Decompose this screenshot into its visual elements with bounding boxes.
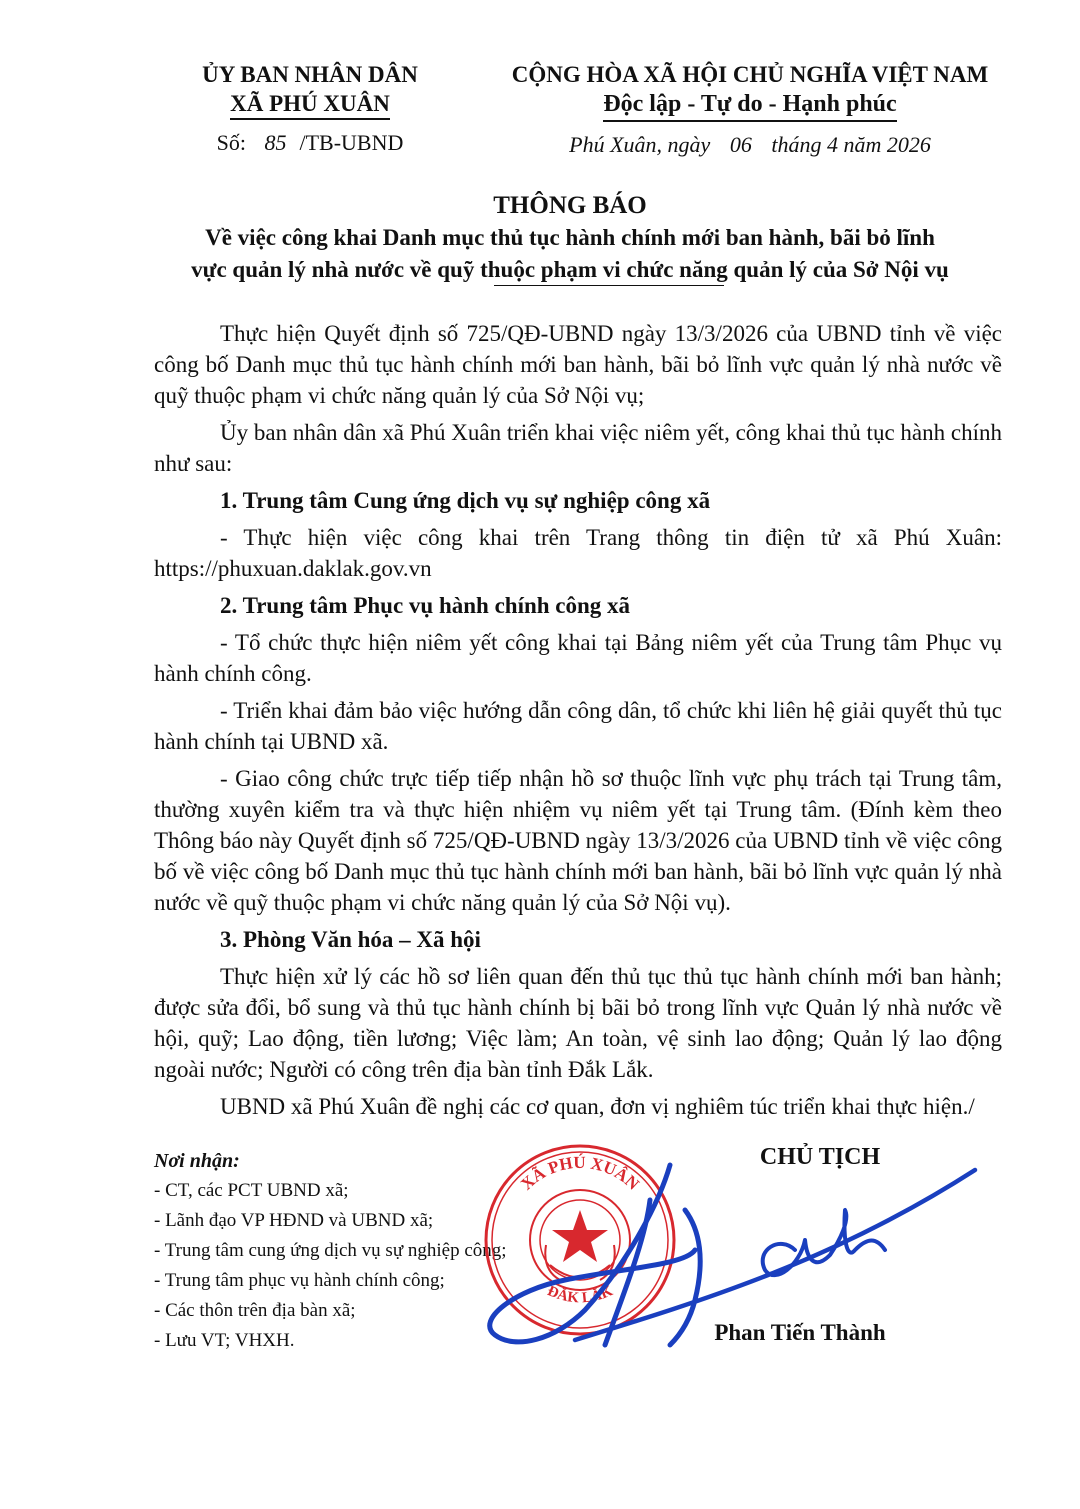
section-heading-2: 2. Trung tâm Phục vụ hành chính công xã	[220, 593, 631, 618]
recipient-item: - Trung tâm phục vụ hành chính công;	[154, 1270, 445, 1291]
body-paragraph: - Thực hiện việc công khai trên Trang thông tin điện tử xã Phú Xuân: https://phuxuan.daklak.gov.vn	[154, 525, 1002, 581]
body-paragraph: - Tổ chức thực hiện niêm yết công khai tại Bảng niêm yết của Trung tâm Phục vụ hành chính công.	[154, 630, 1002, 686]
title-line1: Về việc công khai Danh mục thủ tục hành chính mới ban hành, bãi bỏ lĩnh	[205, 225, 935, 250]
body-paragraph: - Giao công chức trực tiếp tiếp nhận hồ sơ thuộc lĩnh vực phụ trách tại Trung tâm, thường xuyên kiểm tra và thực hiện nhiệm vụ niêm yết tại Trung tâm. (Đính kèm theo Thông báo này Quyết định số 725/QĐ-UBND ngày 13/3/2026 của UBND tỉnh về việc công bố về việc công bố Danh mục thủ tục hành chính mới ban hành, bãi bỏ lĩnh vực quản lý nhà nước về quỹ thuộc phạm vi chức năng quản lý của Sở Nội vụ).	[154, 766, 1002, 915]
section-heading-1: 1. Trung tâm Cung ứng dịch vụ sự nghiệp công xã	[220, 488, 711, 513]
seal-top-text: XÃ PHÚ XUÂN	[517, 1152, 643, 1194]
signer-name: Phan Tiến Thành	[714, 1320, 886, 1345]
nation-name: CỘNG HÒA XÃ HỘI CHỦ NGHĨA VIỆT NAM	[511, 62, 989, 87]
doc-number-value: 85	[264, 130, 287, 155]
body-paragraph: UBND xã Phú Xuân đề nghị các cơ quan, đơn vị nghiêm túc triển khai thực hiện./	[220, 1094, 975, 1119]
recipients-title: Nơi nhận:	[154, 1150, 240, 1172]
date-place: Phú Xuân, ngày	[569, 132, 711, 157]
date-line	[470, 132, 1030, 158]
title-line2: vực quản lý nhà nước về quỹ thuộc phạm vi chức năng quản lý của Sở Nội vụ	[191, 257, 949, 282]
body-paragraph: Thực hiện Quyết định số 725/QĐ-UBND ngày 13/3/2026 của UBND tỉnh về việc công bố Danh mục thủ tục hành chính mới ban hành, bãi bỏ lĩnh vực quản lý nhà nước về quỹ thuộc phạm vi chức năng quản lý của Sở Nội vụ;	[154, 321, 1002, 408]
signer-block	[700, 1144, 940, 1171]
recipient-item: - CT, các PCT UBND xã;	[154, 1180, 349, 1201]
recipient-item: - Lãnh đạo VP HĐND và UBND xã;	[154, 1210, 434, 1231]
national-motto: Độc lập - Tự do - Hạnh phúc	[603, 89, 896, 122]
recipient-item: - Lưu VT; VHXH.	[154, 1330, 295, 1351]
date-rest: tháng 4 năm 2026	[771, 132, 931, 157]
doc-number-suffix: /TB-UBND	[299, 130, 404, 155]
document-number	[150, 130, 470, 156]
date-day: 06	[729, 132, 752, 157]
signer-title: CHỦ TỊCH	[759, 1144, 881, 1170]
body-paragraph: - Triển khai đảm bảo việc hướng dẫn công dân, tổ chức khi liên hệ giải quyết thủ tục hành chính tại UBND xã.	[154, 698, 1002, 754]
document-type: THÔNG BÁO	[493, 192, 647, 219]
issuer-block	[150, 60, 470, 156]
issuer-line1: ỦY BAN NHÂN DÂN	[202, 62, 418, 87]
recipient-item: - Trung tâm cung ứng dịch vụ sự nghiệp công;	[154, 1240, 507, 1261]
national-header	[470, 60, 1030, 158]
seal-bottom-text: ĐẮK LẮK	[544, 1283, 616, 1307]
body-paragraph: Ủy ban nhân dân xã Phú Xuân triển khai việc niêm yết, công khai thủ tục hành chính như sau:	[154, 420, 1002, 476]
recipient-item: - Các thôn trên địa bàn xã;	[154, 1300, 356, 1321]
issuer-line2: XÃ PHÚ XUÂN	[230, 89, 390, 120]
section-heading-3: 3. Phòng Văn hóa – Xã hội	[220, 927, 481, 952]
body-paragraph: Thực hiện xử lý các hồ sơ liên quan đến thủ tục thủ tục hành chính mới ban hành; được sửa đổi, bổ sung và thủ tục hành chính bị bãi bỏ trong lĩnh vực Quản lý nhà nước về hội, quỹ; Lao động, tiền lương; Việc làm; An toàn, vệ sinh lao động; Quản lý lao động ngoài nước; Người có công trên địa bàn tỉnh Đắk Lắk.	[154, 964, 1002, 1082]
doc-number-prefix: Số:	[216, 130, 246, 155]
document-body	[154, 318, 1002, 1128]
title-block	[100, 190, 1040, 286]
title-underline	[494, 285, 724, 286]
